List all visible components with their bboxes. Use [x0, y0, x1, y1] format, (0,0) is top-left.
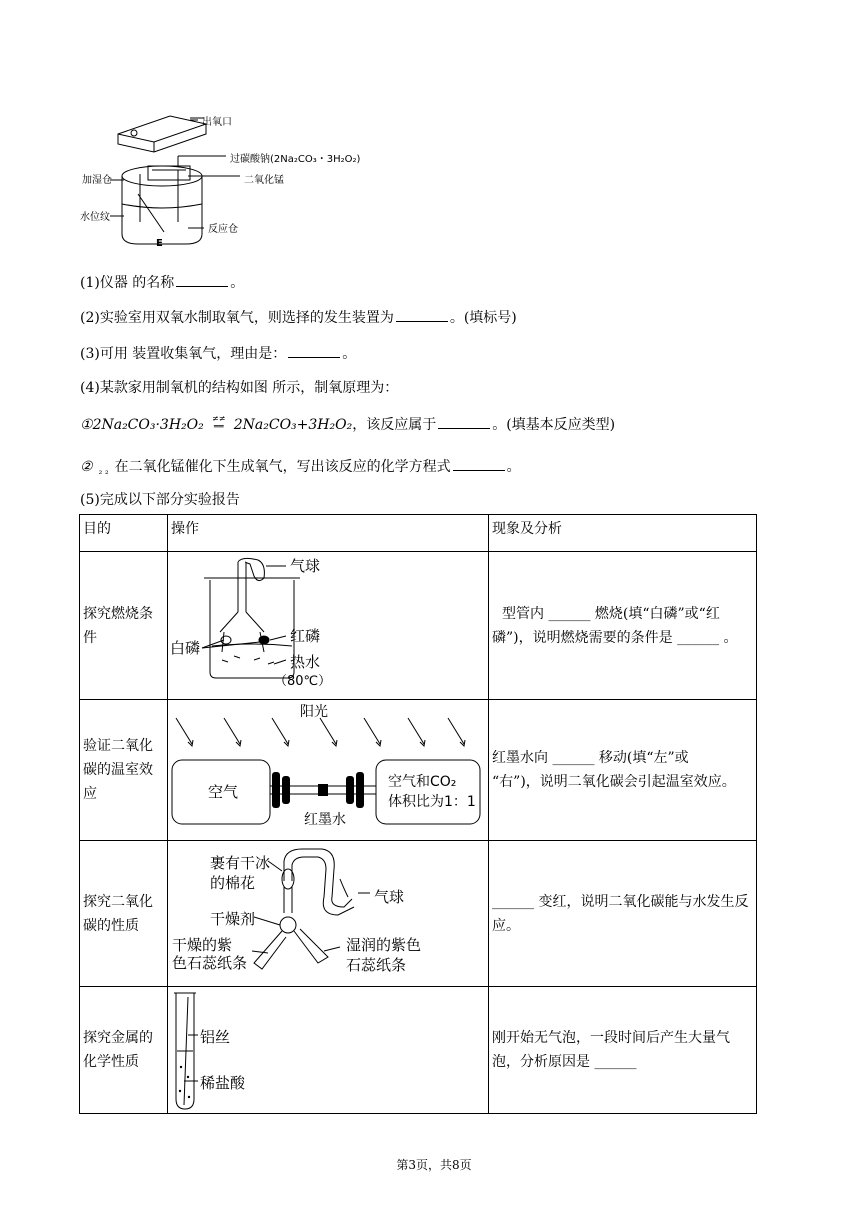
dilute-hcl-label: 稀盐酸: [200, 1074, 246, 1092]
answer-blank[interactable]: [453, 456, 505, 471]
experiment-report-table: [79, 514, 757, 1114]
question-2-text: (2)实验室用双氧水制取氧气，则选择的发生装置为: [80, 310, 394, 326]
humidifier-label: 加湿仓: [82, 175, 112, 186]
reagent-label: 过碳酸钠(2Na₂CO₃・3H₂O₂): [230, 154, 361, 165]
purpose-line: 件: [83, 629, 97, 646]
reaction-chamber-label: 反应仓: [208, 224, 238, 235]
purpose-line: 应: [83, 786, 97, 802]
question-2-suffix: 。(填标号): [449, 310, 517, 326]
table-row: [80, 987, 757, 1114]
hot-water-label: 热水: [290, 653, 321, 671]
operation-cell: [168, 552, 489, 700]
purpose-cell: [80, 987, 168, 1114]
figure-caption: E: [156, 238, 163, 249]
co2-property-diagram: [168, 841, 485, 986]
question-4-text: (4)某款家用制氧机的结构如图 所示，制氧原理为：: [80, 380, 399, 396]
circle-number: ①: [80, 417, 93, 433]
sunlight-label: 阳光: [300, 704, 328, 720]
question-1-text: (1)仪器 的名称: [80, 275, 175, 291]
air-label: 空气: [208, 783, 239, 801]
table-row: [80, 841, 757, 987]
answer-blank[interactable]: [176, 272, 228, 287]
analysis-line: “右”)，说明二氧化碳会引起温室效应。: [492, 774, 736, 790]
ratio-label: 体积比为1：1: [388, 794, 476, 810]
purpose-line: 碳的性质: [83, 917, 139, 934]
operation-cell: [168, 841, 489, 987]
purpose-line: 探究二氧化: [83, 893, 153, 910]
combustion-diagram: [168, 552, 485, 699]
analysis-line: 磷”)，说明燃烧需要的条件是 ______ 。: [492, 629, 738, 646]
question-1-suffix: 。: [230, 275, 245, 291]
question-3-suffix: 。: [342, 346, 357, 362]
analysis-line: 刚开始无气泡，一段时间后产生大量气: [492, 1030, 730, 1046]
equation-rhs: 2Na₂CO₃+3H₂O₂: [233, 417, 353, 433]
answer-blank[interactable]: [396, 307, 448, 322]
analysis-cell: [489, 987, 757, 1114]
outlet-label: 出氧口: [202, 117, 232, 128]
operation-cell: [168, 987, 489, 1114]
question-2: [80, 307, 517, 328]
question-5-text: (5)完成以下部分实验报告: [80, 492, 240, 508]
operation-cell: [168, 700, 489, 841]
question-4-1-text: ，该反应属于: [352, 417, 437, 433]
question-3-text: (3)可用 装置收集氧气，理由是：: [80, 346, 287, 362]
catalyst-label: 二氧化锰: [244, 175, 284, 186]
white-phosphorus-label: 白磷: [170, 639, 201, 657]
cotton-label-line1: 裹有干冰: [210, 854, 271, 872]
dry-litmus-label-line1: 干燥的紫: [172, 936, 233, 954]
question-4-2-suffix: 。: [506, 459, 521, 475]
wet-litmus-label-line2: 石蕊纸条: [346, 956, 407, 974]
question-4-2-text: 在二氧化锰催化下生成氧气，写出该反应的化学方程式: [114, 459, 451, 475]
header-operation: 操作: [168, 515, 489, 552]
reaction-condition: ≠≠ ══: [204, 417, 234, 437]
red-ink-label: 红墨水: [304, 812, 346, 828]
question-4-2: [80, 456, 521, 482]
analysis-cell: [489, 700, 757, 841]
greenhouse-diagram: [168, 700, 485, 840]
aluminum-wire-label: 铝丝: [200, 1028, 231, 1046]
dry-litmus-label-line2: 色石蕊纸条: [172, 954, 248, 972]
purpose-cell: [80, 841, 168, 987]
purpose-line: 探究金属的: [83, 1030, 153, 1046]
question-4-1-suffix: 。(填基本反应类型): [492, 417, 616, 433]
table-row: [80, 700, 757, 841]
question-1: [80, 272, 244, 293]
cotton-label-line2: 的棉花: [210, 874, 256, 892]
condition-text: ≠≠: [212, 414, 226, 423]
header-purpose: 目的: [80, 515, 168, 552]
table-header-row: [80, 515, 757, 552]
question-5: [80, 490, 240, 510]
analysis-line: 泡，分析原因是 ______: [492, 1054, 637, 1070]
red-phosphorus-label: 红磷: [290, 627, 321, 645]
answer-blank[interactable]: [288, 343, 340, 358]
purpose-line: 验证二氧化: [83, 738, 153, 754]
subscripts: ₂ ₂: [98, 467, 109, 477]
oxygen-generator-figure: [78, 104, 398, 254]
question-4-1: [80, 414, 615, 437]
analysis-cell: [489, 552, 757, 700]
temperature-label: （80℃）: [274, 674, 332, 689]
analysis-line: 应。: [492, 917, 520, 934]
table-row: [80, 552, 757, 700]
circle-number: ②: [80, 459, 93, 475]
wet-litmus-label-line1: 湿润的紫色: [346, 936, 422, 954]
purpose-cell: [80, 700, 168, 841]
purpose-line: 探究燃烧条: [83, 605, 153, 622]
header-analysis: 现象及分析: [489, 515, 757, 552]
analysis-cell: [489, 841, 757, 987]
purpose-line: 化学性质: [83, 1054, 139, 1070]
page-footer: 第3页，共8页: [396, 1158, 472, 1172]
purpose-line: 碳的温室效: [83, 762, 153, 778]
answer-blank[interactable]: [438, 414, 490, 429]
metal-reaction-diagram: [168, 987, 485, 1113]
balloon-label: 气球: [374, 888, 405, 906]
analysis-line: 红墨水向 ______ 移动(填“左”或: [492, 750, 689, 766]
desiccant-label: 干燥剂: [210, 910, 256, 928]
question-4: [80, 378, 398, 398]
question-3: [80, 343, 356, 364]
equation-lhs: 2Na₂CO₃·3H₂O₂: [92, 417, 204, 433]
purpose-cell: [80, 552, 168, 700]
water-line-label: 水位纹: [80, 212, 110, 223]
balloon-label: 气球: [290, 557, 321, 575]
analysis-line: ______ 变红，说明二氧化碳能与水发生反: [492, 893, 749, 910]
analysis-line: 型管内 ______ 燃烧(填“白磷”或“红: [502, 605, 720, 622]
mixture-label: 空气和CO₂: [388, 774, 457, 790]
